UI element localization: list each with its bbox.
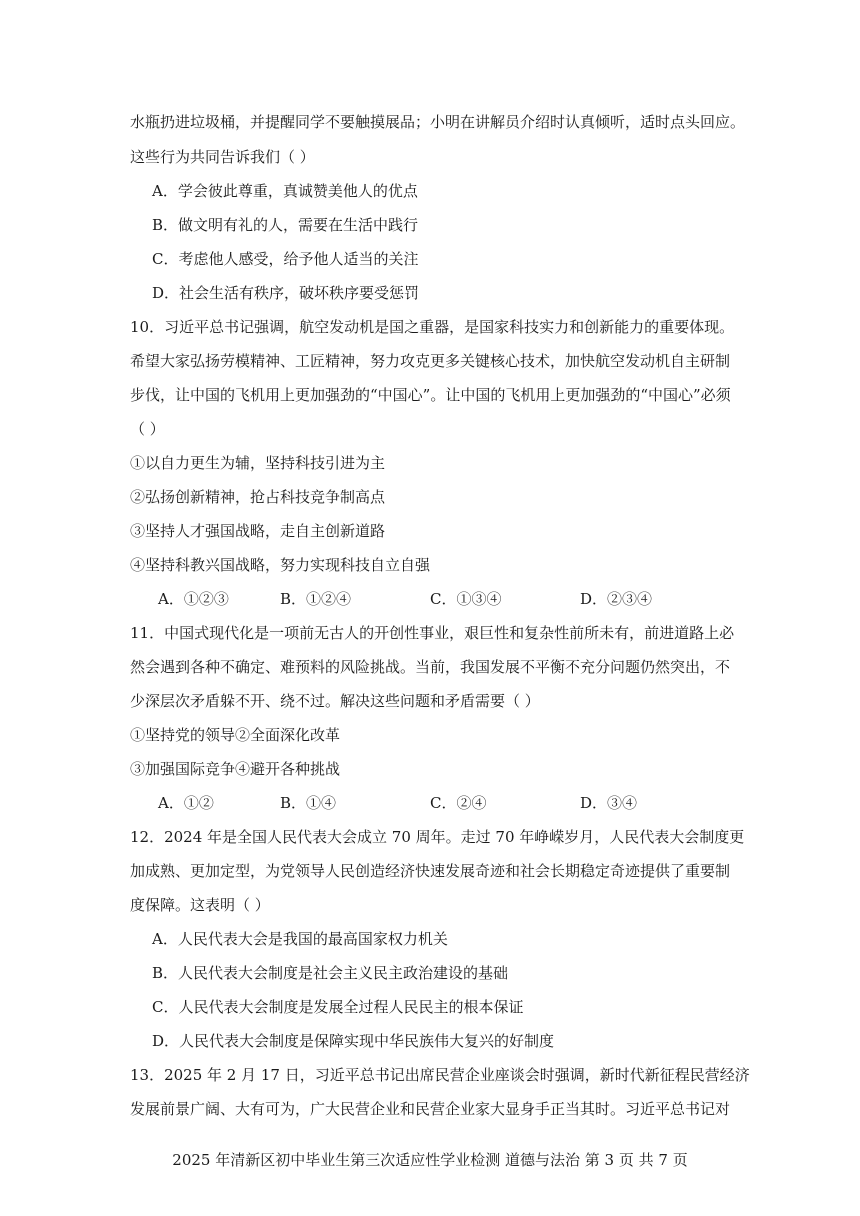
- q10-option-c: C．①③④: [430, 590, 502, 608]
- q11-text-line-3: 少深层次矛盾躲不开、绕不过。解决这些问题和矛盾需要（ ）: [130, 692, 540, 710]
- q12-option-d: D．人民代表大会制度是保障实现中华民族伟大复兴的好制度: [152, 1032, 555, 1050]
- q9-option-a: A．学会彼此尊重，真诚赞美他人的优点: [152, 182, 418, 200]
- q10-option-a: A．①②③: [158, 590, 229, 608]
- q12-text-line-1: 12．2024 年是全国人民代表大会成立 70 周年。走过 70 年峥嵘岁月，人民代表大会制度更: [130, 828, 745, 846]
- q11-text-line-1: 11．中国式现代化是一项前无古人的开创性事业，艰巨性和复杂性前所未有，前进道路上必: [130, 624, 735, 642]
- q13-text-line-1: 13．2025 年 2 月 17 日，习近平总书记出席民营企业座谈会时强调，新时代新征程民营经济: [130, 1066, 750, 1084]
- q10-item-1: ①以自力更生为辅，坚持科技引进为主: [130, 454, 386, 472]
- q9-text-line-2: 这些行为共同告诉我们（ ）: [130, 148, 315, 166]
- page-footer: 2025 年清新区初中毕业生第三次适应性学业检测 道德与法治 第 3 页 共 7 页: [172, 1151, 688, 1169]
- q9-option-d: D．社会生活有秩序，破坏秩序要受惩罚: [152, 284, 420, 302]
- q12-option-a: A．人民代表大会是我国的最高国家权力机关: [152, 930, 448, 948]
- q12-text-line-3: 度保障。这表明（ ）: [130, 896, 270, 914]
- q12-text-line-2: 加成熟、更加定型，为党领导人民创造经济快速发展奇迹和社会长期稳定奇迹提供了重要制: [130, 862, 731, 880]
- q9-option-b: B．做文明有礼的人，需要在生活中践行: [152, 216, 419, 234]
- q10-option-d: D．②③④: [580, 590, 653, 608]
- q10-text-line-4: （ ）: [130, 420, 165, 438]
- q11-item-2: ③加强国际竞争④避开各种挑战: [130, 760, 341, 778]
- q9-text-line-1: 水瓶扔进垃圾桶，并提醒同学不要触摸展品；小明在讲解员介绍时认真倾听，适时点头回应。: [130, 113, 746, 131]
- q10-item-3: ③坚持人才强国战略，走自主创新道路: [130, 522, 386, 540]
- q10-text-line-3: 步伐，让中国的飞机用上更加强劲的“中国心”。让中国的飞机用上更加强劲的“中国心”必须: [130, 386, 731, 404]
- q11-option-c: C．②④: [430, 794, 487, 812]
- q11-item-1: ①坚持党的领导②全面深化改革: [130, 726, 341, 744]
- q13-text-line-2: 发展前景广阔、大有可为，广大民营企业和民营企业家大显身手正当其时。习近平总书记对: [130, 1100, 731, 1118]
- q11-option-a: A．①②: [158, 794, 214, 812]
- q9-option-c: C．考虑他人感受，给予他人适当的关注: [152, 250, 419, 268]
- q11-text-line-2: 然会遇到各种不确定、难预料的风险挑战。当前，我国发展不平衡不充分问题仍然突出，不: [130, 658, 731, 676]
- q10-option-b: B．①②④: [280, 590, 352, 608]
- q10-text-line-1: 10．习近平总书记强调，航空发动机是国之重器，是国家科技实力和创新能力的重要体现。: [130, 318, 735, 336]
- q12-option-c: C．人民代表大会制度是发展全过程人民民主的根本保证: [152, 998, 524, 1016]
- q10-text-line-2: 希望大家弘扬劳模精神、工匠精神，努力攻克更多关键核心技术，加快航空发动机自主研制: [130, 352, 731, 370]
- q10-item-2: ②弘扬创新精神，抢占科技竞争制高点: [130, 488, 386, 506]
- q11-option-d: D．③④: [580, 794, 638, 812]
- q10-item-4: ④坚持科教兴国战略，努力实现科技自立自强: [130, 556, 431, 574]
- q12-option-b: B．人民代表大会制度是社会主义民主政治建设的基础: [152, 964, 509, 982]
- q11-option-b: B．①④: [280, 794, 337, 812]
